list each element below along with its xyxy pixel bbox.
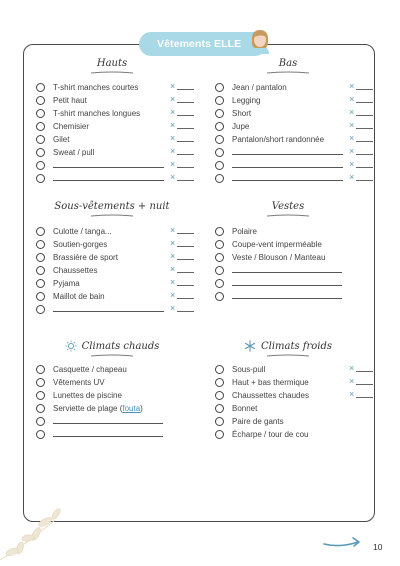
checklist-item[interactable]: [36, 238, 196, 251]
checklist-item[interactable]: [36, 94, 196, 107]
checkbox-circle[interactable]: [36, 279, 45, 288]
checkbox-circle[interactable]: [215, 96, 224, 105]
checklist-item[interactable]: [36, 251, 196, 264]
checkbox-circle[interactable]: [36, 404, 45, 413]
cross-mark: [170, 239, 194, 248]
cross-mark: [349, 134, 373, 143]
blank-write-line[interactable]: [232, 285, 342, 286]
list-sous-vetements: [36, 225, 196, 316]
checklist-item[interactable]: [36, 107, 196, 120]
item-label: Vêtements UV: [53, 378, 105, 387]
item-label: Chaussettes: [53, 266, 98, 275]
section-title-hauts: Hauts: [37, 58, 187, 75]
blank-write-line[interactable]: [232, 298, 342, 299]
item-label: Soutien-gorges: [53, 240, 108, 249]
cross-mark: [349, 95, 373, 104]
checklist-item[interactable]: [36, 133, 196, 146]
cross-icon: ×: [349, 120, 355, 130]
page-title: Vêtements ELLE: [157, 38, 242, 50]
checkbox-circle[interactable]: [36, 292, 45, 301]
list-vestes: [215, 225, 375, 303]
checklist-item[interactable]: [215, 290, 375, 303]
section-title-bas: Bas: [213, 58, 363, 75]
checkbox-circle[interactable]: [215, 135, 224, 144]
blank-write-line[interactable]: [232, 180, 343, 181]
item-label: Brassière de sport: [53, 253, 118, 262]
cross-icon: ×: [170, 251, 176, 261]
blank-write-line[interactable]: [53, 180, 164, 181]
cross-icon: ×: [170, 264, 176, 274]
checkbox-circle[interactable]: [36, 430, 45, 439]
checkbox-circle[interactable]: [215, 122, 224, 131]
checklist-item[interactable]: [215, 120, 375, 133]
cross-mark: [170, 95, 194, 104]
checkbox-circle[interactable]: [215, 174, 224, 183]
cross-icon: ×: [170, 107, 176, 117]
cross-icon: ×: [170, 303, 176, 313]
cross-icon: ×: [349, 376, 355, 386]
checklist-item[interactable]: [215, 159, 375, 172]
cross-mark: [349, 147, 373, 156]
list-hauts: [36, 81, 196, 185]
checklist-item[interactable]: [215, 133, 375, 146]
cross-mark: [170, 291, 194, 300]
cross-icon: ×: [349, 159, 355, 169]
checkbox-circle[interactable]: [215, 148, 224, 157]
checklist-item[interactable]: [215, 225, 375, 238]
blank-write-line[interactable]: [53, 311, 164, 312]
checklist-item[interactable]: [215, 264, 375, 277]
cross-icon: ×: [170, 172, 176, 182]
section-title-climats-froids: Climats froids: [213, 340, 363, 358]
checkbox-circle[interactable]: [215, 227, 224, 236]
cross-icon: ×: [349, 81, 355, 91]
checklist-item[interactable]: [36, 225, 196, 238]
cross-mark: [170, 134, 194, 143]
checklist-item[interactable]: [215, 376, 375, 389]
cross-icon: ×: [170, 290, 176, 300]
cross-mark: [170, 173, 194, 182]
cross-mark: [349, 173, 373, 182]
blank-write-line[interactable]: [232, 272, 342, 273]
cross-mark: [349, 108, 373, 117]
next-page-arrow-icon: [322, 532, 366, 552]
checklist-item[interactable]: [215, 277, 375, 290]
cross-icon: ×: [349, 172, 355, 182]
cross-icon: ×: [170, 146, 176, 156]
item-label: Gilet: [53, 135, 70, 144]
checkbox-circle[interactable]: [215, 292, 224, 301]
checklist-item[interactable]: [215, 146, 375, 159]
blank-write-line[interactable]: [232, 167, 343, 168]
cross-mark: [170, 82, 194, 91]
item-label: Maillot de bain: [53, 292, 105, 301]
checklist-item[interactable]: [36, 146, 196, 159]
cross-mark: [170, 252, 194, 261]
cross-mark: [170, 147, 194, 156]
section-title-climats-chauds: Climats chauds: [37, 340, 187, 358]
cross-icon: ×: [170, 238, 176, 248]
checkbox-circle[interactable]: [36, 83, 45, 92]
checkbox-circle[interactable]: [36, 305, 45, 314]
sun-icon: [65, 340, 77, 352]
item-label: Veste / Blouson / Manteau: [232, 253, 326, 262]
checkbox-circle[interactable]: [36, 378, 45, 387]
item-label: Polaire: [232, 227, 257, 236]
checkbox-circle[interactable]: [215, 430, 224, 439]
checkbox-circle[interactable]: [215, 391, 224, 400]
checklist-item[interactable]: [215, 238, 375, 251]
list-bas: [215, 81, 375, 185]
checklist-item[interactable]: [215, 389, 375, 402]
checklist-item[interactable]: [215, 81, 375, 94]
list-climats-froids: [215, 363, 375, 441]
cross-mark: [349, 160, 373, 169]
cross-mark: [170, 278, 194, 287]
checklist-item[interactable]: [215, 402, 375, 415]
cross-icon: ×: [349, 133, 355, 143]
checkbox-circle[interactable]: [36, 109, 45, 118]
item-label: Chemisier: [53, 122, 90, 131]
cross-icon: ×: [170, 81, 176, 91]
blank-write-line[interactable]: [53, 436, 163, 437]
item-label: Coupe-vent imperméable: [232, 240, 322, 249]
checklist-item[interactable]: [36, 363, 196, 376]
item-label: Sous-pull: [232, 365, 266, 374]
checkbox-circle[interactable]: [215, 266, 224, 275]
cross-mark: [170, 226, 194, 235]
fouta-link[interactable]: fouta: [122, 404, 141, 413]
checkbox-circle[interactable]: [215, 404, 224, 413]
checklist-item[interactable]: [36, 81, 196, 94]
item-label: Écharpe / tour de cou: [232, 430, 309, 439]
checkbox-circle[interactable]: [36, 417, 45, 426]
item-label: T-shirt manches courtes: [53, 83, 139, 92]
item-label: Jean / pantalon: [232, 83, 287, 92]
checkbox-circle[interactable]: [36, 96, 45, 105]
checklist-item[interactable]: [36, 389, 196, 402]
checkbox-circle[interactable]: [36, 266, 45, 275]
item-label: Sweat / pull: [53, 148, 95, 157]
cross-mark: [170, 304, 194, 313]
checkbox-circle[interactable]: [215, 240, 224, 249]
cross-icon: ×: [349, 146, 355, 156]
checkbox-circle[interactable]: [215, 279, 224, 288]
checkbox-circle[interactable]: [215, 378, 224, 387]
blank-write-line[interactable]: [53, 167, 164, 168]
cross-mark: [349, 390, 373, 399]
checkbox-circle[interactable]: [36, 240, 45, 249]
checklist-item[interactable]: [36, 120, 196, 133]
checklist-item[interactable]: [36, 290, 196, 303]
blank-write-line[interactable]: [232, 154, 343, 155]
item-label: Petit haut: [53, 96, 87, 105]
snowflake-icon: [244, 340, 256, 352]
checklist-item[interactable]: [36, 172, 196, 185]
cross-mark: [349, 377, 373, 386]
checklist-item[interactable]: [36, 264, 196, 277]
item-label: T-shirt manches longues: [53, 109, 141, 118]
leaf-decoration-icon: [0, 500, 70, 566]
item-label: Haut + bas thermique: [232, 378, 309, 387]
checklist-item[interactable]: [215, 428, 375, 441]
checklist-item[interactable]: [36, 402, 196, 415]
item-label: Serviette de plage (fouta): [53, 404, 143, 413]
item-label: Chaussettes chaudes: [232, 391, 309, 400]
item-label: Paire de gants: [232, 417, 284, 426]
checkbox-circle[interactable]: [36, 135, 45, 144]
item-label: Jupe: [232, 122, 250, 131]
checklist-item[interactable]: [36, 303, 196, 316]
section-title-sous-vetements: Sous-vêtements + nuit: [37, 201, 187, 218]
cross-icon: ×: [349, 363, 355, 373]
cross-mark: [170, 160, 194, 169]
checkbox-circle[interactable]: [36, 227, 45, 236]
item-label: Casquette / chapeau: [53, 365, 127, 374]
item-label: Bonnet: [232, 404, 258, 413]
checkbox-circle[interactable]: [215, 365, 224, 374]
cross-icon: ×: [170, 159, 176, 169]
cross-mark: [170, 265, 194, 274]
checkbox-circle[interactable]: [215, 109, 224, 118]
checkbox-circle[interactable]: [36, 253, 45, 262]
checkbox-circle[interactable]: [215, 83, 224, 92]
checkbox-circle[interactable]: [36, 148, 45, 157]
checklist-item[interactable]: [36, 428, 196, 441]
item-label: Legging: [232, 96, 261, 105]
cross-mark: [170, 108, 194, 117]
checkbox-circle[interactable]: [36, 122, 45, 131]
cross-icon: ×: [349, 94, 355, 104]
cross-mark: [349, 364, 373, 373]
woman-avatar-icon: [247, 26, 273, 56]
cross-icon: ×: [170, 277, 176, 287]
cross-icon: ×: [170, 133, 176, 143]
checklist-item[interactable]: [215, 172, 375, 185]
checkbox-circle[interactable]: [36, 391, 45, 400]
checklist-item[interactable]: [36, 415, 196, 428]
cross-icon: ×: [170, 120, 176, 130]
checklist-item[interactable]: [36, 376, 196, 389]
cross-mark: [170, 121, 194, 130]
checklist-item[interactable]: [215, 94, 375, 107]
cross-mark: [349, 121, 373, 130]
checklist-item[interactable]: [215, 107, 375, 120]
blank-write-line[interactable]: [53, 423, 163, 424]
cross-icon: ×: [170, 94, 176, 104]
item-label: Lunettes de piscine: [53, 391, 122, 400]
section-title-vestes: Vestes: [213, 201, 363, 218]
item-label: Pyjama: [53, 279, 80, 288]
cross-mark: [349, 82, 373, 91]
checkbox-circle[interactable]: [36, 161, 45, 170]
checklist-item[interactable]: [215, 415, 375, 428]
checkbox-circle[interactable]: [215, 417, 224, 426]
item-label: Short: [232, 109, 252, 118]
checkbox-circle[interactable]: [215, 161, 224, 170]
checkbox-circle[interactable]: [36, 365, 45, 374]
list-climats-chauds: [36, 363, 196, 441]
checklist-item[interactable]: [36, 277, 196, 290]
checkbox-circle[interactable]: [36, 174, 45, 183]
cross-icon: ×: [170, 225, 176, 235]
cross-icon: ×: [349, 107, 355, 117]
checklist-item[interactable]: [215, 251, 375, 264]
item-label: Culotte / tanga...: [53, 227, 112, 236]
cross-icon: ×: [349, 389, 355, 399]
page-number: 10: [373, 542, 383, 552]
checklist-item[interactable]: [36, 159, 196, 172]
item-label: Pantalon/short randonnée: [232, 135, 325, 144]
checkbox-circle[interactable]: [215, 253, 224, 262]
checklist-item[interactable]: [215, 363, 375, 376]
